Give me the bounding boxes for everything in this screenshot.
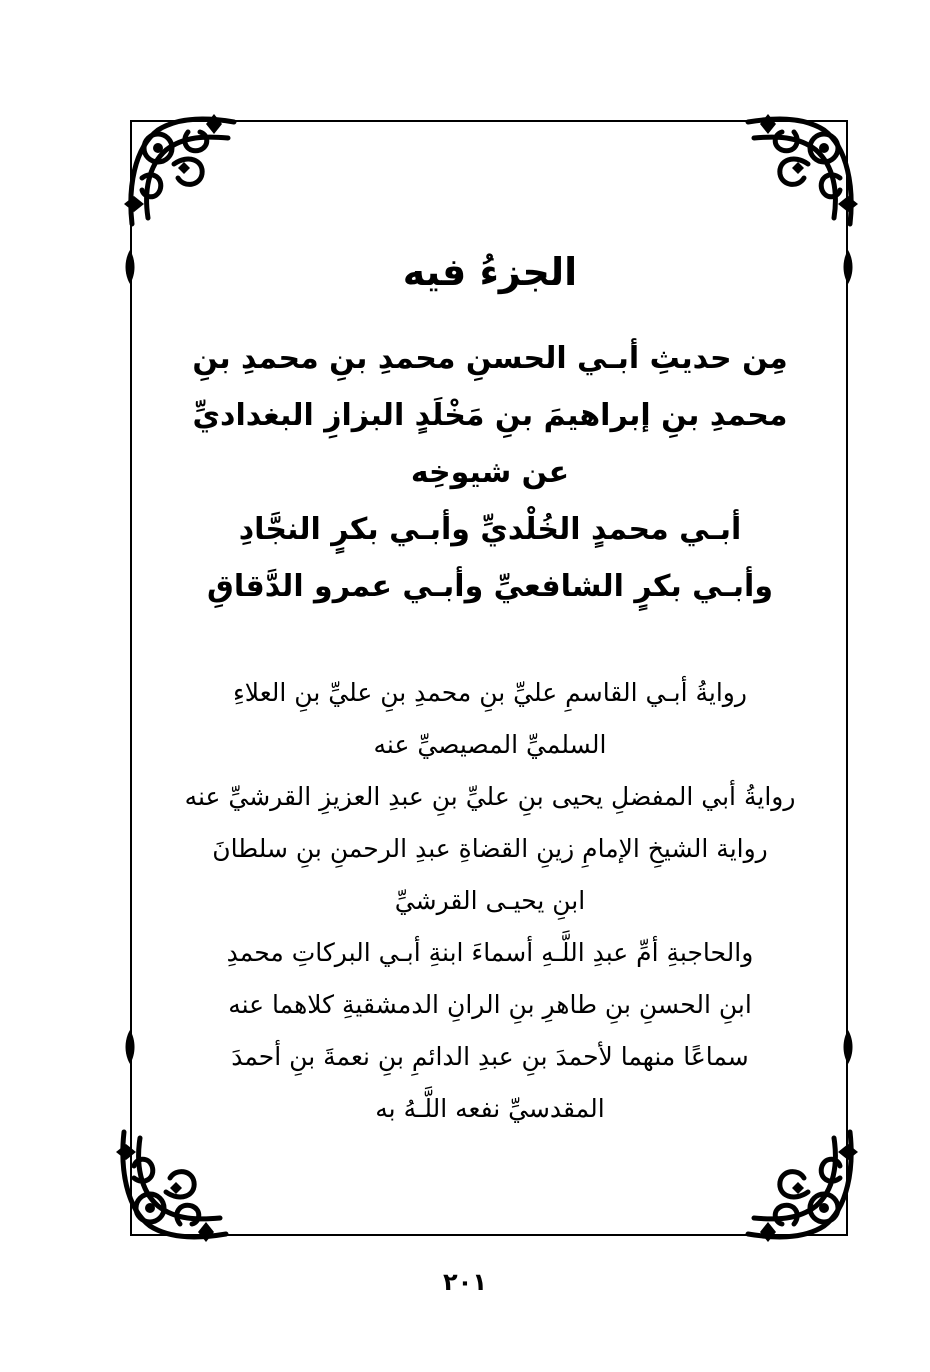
body-line: ابنِ الحسنِ بنِ طاهرِ بنِ الرانِ الدمشقيةِ كلاهما عنه — [228, 990, 752, 1019]
heading-line: محمدِ بنِ إبراهيمَ بنِ مَخْلَدٍ البزازِ البغداديِّ — [192, 398, 788, 433]
arabesque-corner-top-right-icon — [734, 108, 864, 238]
arabesque-corner-bottom-right-icon — [734, 1118, 864, 1248]
page-number: ٢٠١ — [443, 1268, 487, 1296]
arabesque-corner-bottom-left-icon — [110, 1118, 240, 1248]
side-leaf-icon — [842, 1030, 854, 1064]
body-line: ابنِ يحيـى القرشيِّ — [394, 886, 586, 915]
heading-line: عن شيوخِه — [410, 455, 570, 490]
transmission-chain-block — [140, 667, 840, 1135]
body-line: والحاجبةِ أمِّ عبدِ اللَّـهِ أسماءَ ابنةِ أبـي البركاتِ محمدِ — [226, 938, 754, 967]
arabesque-corner-top-left-icon — [118, 108, 248, 238]
body-line: سماعًا منهما لأحمدَ بنِ عبدِ الدائمِ بنِ نعمةَ بنِ أحمدَ — [231, 1042, 749, 1071]
body-line: رواية الشيخِ الإمامِ زينِ القضاةِ عبدِ الرحمنِ بنِ سلطانَ — [212, 834, 768, 863]
body-line: روايةُ أبي المفضلِ يحيى بنِ عليِّ بنِ عبدِ العزيزِ القرشيِّ عنه — [184, 782, 796, 811]
body-line: روايةُ أبـي القاسمِ عليِّ بنِ محمدِ بنِ عليِّ بنِ العلاءِ — [233, 678, 747, 707]
heading-block — [140, 330, 840, 615]
side-leaf-icon — [124, 250, 136, 284]
side-leaf-icon — [124, 1030, 136, 1064]
page-title: الجزءُ فيه — [402, 250, 578, 294]
title-page-content — [140, 230, 840, 1135]
heading-line: مِن حديثِ أبـي الحسنِ محمدِ بنِ محمدِ بنِ — [192, 341, 788, 376]
section-gap — [140, 615, 840, 667]
heading-line: أبـي محمدٍ الخُلْديِّ وأبـي بكرٍ النجَّادِ — [238, 512, 742, 547]
body-line: السلميِّ المصيصيِّ عنه — [373, 730, 607, 759]
heading-line: وأبـي بكرٍ الشافعيِّ وأبـي عمرو الدَّقاقِ — [207, 569, 773, 604]
side-leaf-icon — [842, 250, 854, 284]
body-line: المقدسيِّ نفعه اللَّـهُ به — [375, 1094, 605, 1123]
